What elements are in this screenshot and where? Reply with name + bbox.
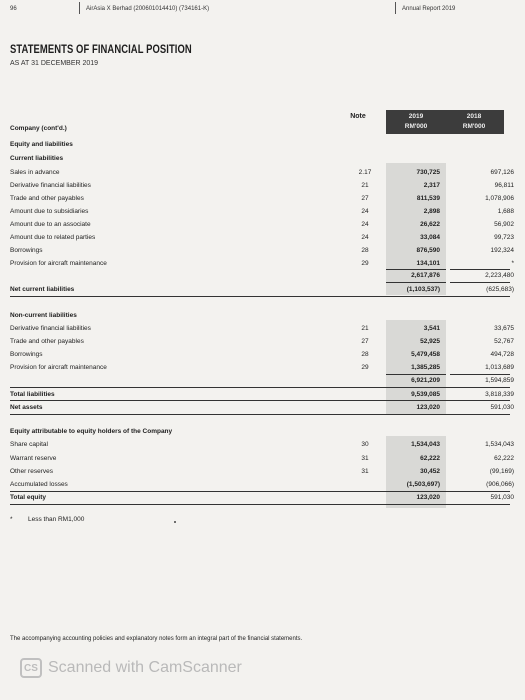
row-label: Current liabilities [10, 155, 64, 162]
page-number: 96 [10, 6, 17, 12]
row-value-2019: 52,925 [420, 338, 440, 345]
table-row [10, 179, 516, 192]
row-value-2019: 811,539 [416, 195, 440, 202]
table-row [10, 269, 516, 282]
row-label: Non-current liabilities [10, 312, 77, 319]
row-value-2018: 2,223,480 [485, 272, 514, 279]
row-value-2019: 6,921,209 [411, 377, 440, 384]
row-note: 29 [361, 364, 369, 371]
row-note: 28 [361, 351, 369, 358]
table-row [10, 335, 516, 348]
row-label: Accumulated losses [10, 481, 68, 488]
footnote-text: Less than RM1,000 [28, 516, 85, 523]
table-row [10, 322, 516, 335]
row-note: 2.17 [358, 169, 372, 176]
row-value-2019: 9,539,085 [411, 391, 440, 398]
footnote-symbol: * [10, 516, 13, 523]
row-label: Total equity [10, 494, 46, 501]
row-note: 24 [361, 221, 369, 228]
row-label: Amount due to an associate [10, 221, 91, 228]
note-column-header: Note [350, 113, 366, 120]
row-note: 27 [361, 338, 369, 345]
row-value-2018: 1,688 [497, 208, 514, 215]
row-label: Derivative financial liabilities [10, 182, 91, 189]
table-row [10, 205, 516, 218]
row-label: Sales in advance [10, 169, 60, 176]
row-label: Other reserves [10, 468, 53, 475]
row-note: 31 [361, 468, 369, 475]
year-2019-label: 2019 [408, 113, 424, 120]
row-label: Amount due to subsidiaries [10, 208, 89, 215]
row-label: Amount due to related parties [10, 234, 96, 241]
row-value-2019: 62,222 [420, 455, 440, 462]
row-value-2019: 30,452 [420, 468, 440, 475]
section-rule [10, 414, 510, 415]
table-row [10, 166, 516, 179]
header-company: AirAsia X Berhad (200601014410) (734161-K) [86, 6, 210, 12]
row-label: Borrowings [10, 351, 43, 358]
page-title: STATEMENTS OF FINANCIAL POSITION [10, 44, 192, 56]
table-row [10, 374, 516, 387]
row-label: Borrowings [10, 247, 43, 254]
row-value-2019: 876,590 [416, 247, 440, 254]
row-value-2019: 2,617,876 [411, 272, 440, 279]
row-value-2018: 1,534,043 [485, 441, 514, 448]
row-label: Derivative financial liabilities [10, 325, 91, 332]
table-row [10, 138, 516, 151]
watermark-text: Scanned with CamScanner [48, 659, 242, 676]
row-value-2018: 1,078,906 [485, 195, 514, 202]
row-value-2018: * [511, 260, 514, 267]
row-value-2018: 192,324 [490, 247, 514, 254]
table-row [10, 218, 516, 231]
row-value-2018: 1,013,689 [485, 364, 514, 371]
row-value-2018: 52,767 [494, 338, 514, 345]
row-value-2018: 3,818,339 [485, 391, 514, 398]
row-note: 29 [361, 260, 369, 267]
row-note: 21 [361, 182, 369, 189]
row-value-2019: 134,101 [416, 260, 440, 267]
header-divider [79, 2, 80, 14]
row-label: Trade and other payables [10, 195, 84, 202]
row-value-2018: 56,902 [494, 221, 514, 228]
page-subtitle: AS AT 31 DECEMBER 2019 [10, 60, 99, 67]
row-label: Equity attributable to equity holders of the Company [10, 428, 173, 435]
row-label: Total liabilities [10, 391, 55, 398]
table-row [10, 438, 516, 451]
row-note: 24 [361, 208, 369, 215]
table-row [10, 192, 516, 205]
row-value-2019: 5,479,458 [411, 351, 440, 358]
table-row [10, 465, 516, 478]
table-row [10, 348, 516, 361]
row-value-2018: 33,675 [494, 325, 514, 332]
header-divider [395, 2, 396, 14]
row-label: Warrant reserve [10, 455, 57, 462]
table-row [10, 478, 516, 491]
year-2018-label: 2018 [466, 113, 482, 120]
row-label: Equity and liabilities [10, 141, 73, 148]
table-row [10, 361, 516, 374]
table-row [10, 452, 516, 465]
row-value-2019: 123,020 [416, 494, 440, 501]
header-report: Annual Report 2019 [402, 6, 456, 12]
year-2019-unit: RM'000 [404, 123, 428, 130]
row-note: 24 [361, 234, 369, 241]
section-rule [10, 296, 510, 297]
row-value-2019: 3,541 [423, 325, 440, 332]
row-label: Provision for aircraft maintenance [10, 364, 107, 371]
row-value-2019: (1,503,697) [406, 481, 440, 488]
row-label: Net assets [10, 404, 43, 411]
scanner-watermark [20, 656, 242, 680]
stray-mark [174, 521, 176, 523]
table-row [10, 122, 516, 135]
row-value-2018: 591,030 [490, 404, 514, 411]
row-note: 27 [361, 195, 369, 202]
row-value-2019: (1,103,537) [406, 286, 440, 293]
row-value-2018: 1,594,859 [485, 377, 514, 384]
row-note: 30 [361, 441, 369, 448]
row-value-2019: 1,534,043 [411, 441, 440, 448]
year-2018-unit: RM'000 [462, 123, 486, 130]
section-rule [10, 504, 510, 505]
row-value-2018: 697,126 [490, 169, 514, 176]
table-row [10, 283, 516, 296]
table-row [10, 309, 516, 322]
table-row [10, 491, 516, 504]
row-value-2019: 123,020 [416, 404, 440, 411]
row-value-2018: 591,030 [490, 494, 514, 501]
table-row [10, 244, 516, 257]
row-value-2019: 2,898 [423, 208, 440, 215]
row-value-2018: 96,811 [494, 182, 514, 189]
row-value-2018: 99,723 [494, 234, 514, 241]
camscanner-logo-icon: CS [20, 658, 42, 678]
row-label: Company (cont'd.) [10, 125, 67, 132]
row-label: Share capital [10, 441, 48, 448]
row-label: Provision for aircraft maintenance [10, 260, 107, 267]
row-value-2019: 33,084 [420, 234, 440, 241]
table-row [10, 152, 516, 165]
bottom-note: The accompanying accounting policies and explanatory notes form an integral part of the financial statements. [10, 636, 303, 642]
row-value-2019: 1,385,285 [411, 364, 440, 371]
table-row [10, 231, 516, 244]
row-value-2019: 2,317 [423, 182, 440, 189]
row-value-2018: 494,728 [490, 351, 514, 358]
row-note: 21 [361, 325, 369, 332]
row-value-2019: 26,622 [420, 221, 440, 228]
row-label: Net current liabilities [10, 286, 75, 293]
row-value-2018: 62,222 [494, 455, 514, 462]
table-row [10, 401, 516, 414]
row-value-2018: (99,169) [489, 468, 514, 475]
row-note: 28 [361, 247, 369, 254]
row-value-2018: (625,683) [486, 286, 514, 293]
row-label: Trade and other payables [10, 338, 84, 345]
row-value-2019: 730,725 [416, 169, 440, 176]
row-note: 31 [361, 455, 369, 462]
row-value-2018: (906,066) [486, 481, 514, 488]
table-row [10, 425, 516, 438]
